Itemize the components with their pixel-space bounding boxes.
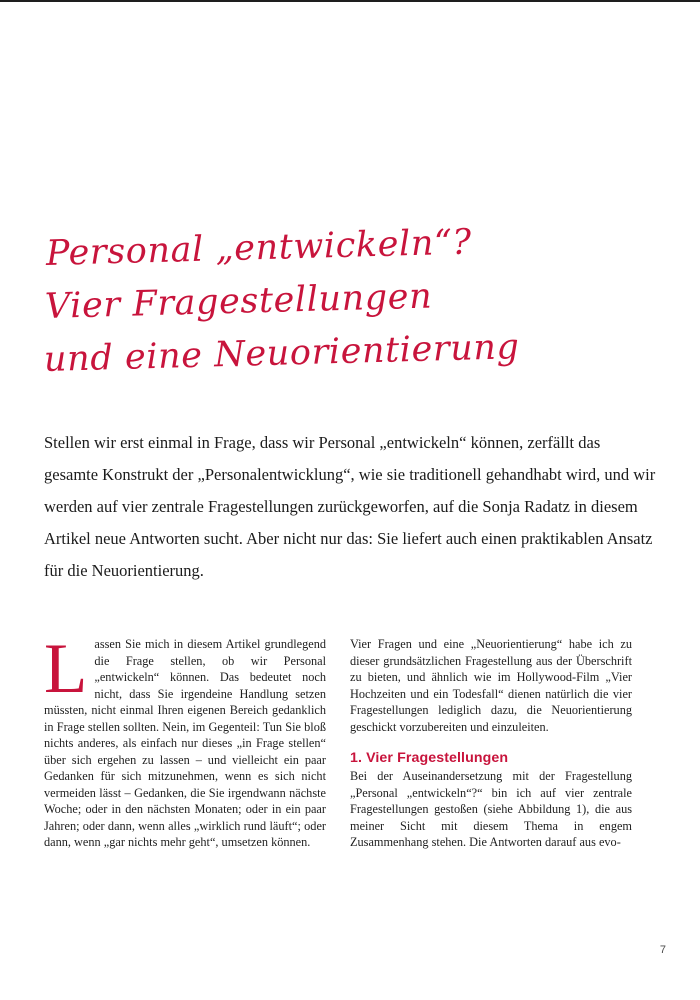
left-column-paragraph-1: Lassen Sie mich in diesem Artikel grundlegend die Frage stellen, ob wir Personal „entwickeln“ können. Das bedeutet noch nicht, dass Sie irgendeine Handlung setzen müssten, nicht einmal Ihren eigenen Bereich gedanklich in Frage stellen sollten. Nein, im Gegenteil: Tun Sie bloß nichts anderes, als einfach nur dieses „in Frage stellen“ über sich ergehen zu lassen – und vielleicht ein paar Gedanken für sich mitzunehmen, wenn es sich nicht vermeiden lässt – Gedanken, die Sie irgendwann nächste Woche; oder in den nächsten Monaten; oder in ein paar Jahren; oder dann, wenn alles „wirklich rund läuft“; oder dann, wenn „gar nichts mehr geht“, umsetzen können. — [44, 630, 326, 849]
article-title — [43, 222, 664, 386]
body-columns — [44, 630, 656, 894]
lead-paragraph: Stellen wir erst einmal in Frage, dass wir Personal „entwickeln“ können, zerfällt das gesamte Konstrukt der „Personalentwicklung“, wie sie traditionell gehandhabt wird, und wir werden auf vier zentrale Fragestellungen zurückgeworfen, auf die Sonja Radatz in diesem Artikel neue Antworten sucht. Aber nicht nur das: Sie liefert auch einen praktikablen Ansatz für die Neuorientierung. — [44, 433, 656, 580]
body-column-left — [44, 630, 326, 894]
right-column-paragraph-1: Vier Fragen und eine „Neuorientierung“ habe ich zu dieser grundsätzlichen Fragestellung aus der Überschrift zu bieten, und ähnlich wie im Hollywood-Film „Vier Hochzeiten und ein Todesfall“ dienen natürlich die vier Fragestellungen lediglich dazu, die Neuorientierung geschickt vorzubereiten und einzuleiten. — [350, 637, 632, 734]
section-heading-1: 1. Vier Fragestellungen — [350, 750, 509, 766]
page-number: 7 — [659, 944, 666, 956]
right-column-paragraph-2: Bei der Auseinandersetzung mit der Fragestellung „Personal „entwickeln“?“ bin ich auf vier zentrale Fragestellungen gestoßen (siehe Abbildung 1), die aus meiner Sicht mit diesem Thema in engem Zusammenhang stehen. Die Antworten darauf aus evo- — [350, 769, 632, 849]
page-top-rule — [0, 0, 700, 2]
title-line-1: Personal „entwickeln“? — [45, 222, 473, 274]
body-column-right — [350, 636, 632, 894]
title-line-3: und eine Neuorientierung — [43, 327, 520, 380]
title-line-2: Vier Fragestellungen — [44, 276, 433, 327]
